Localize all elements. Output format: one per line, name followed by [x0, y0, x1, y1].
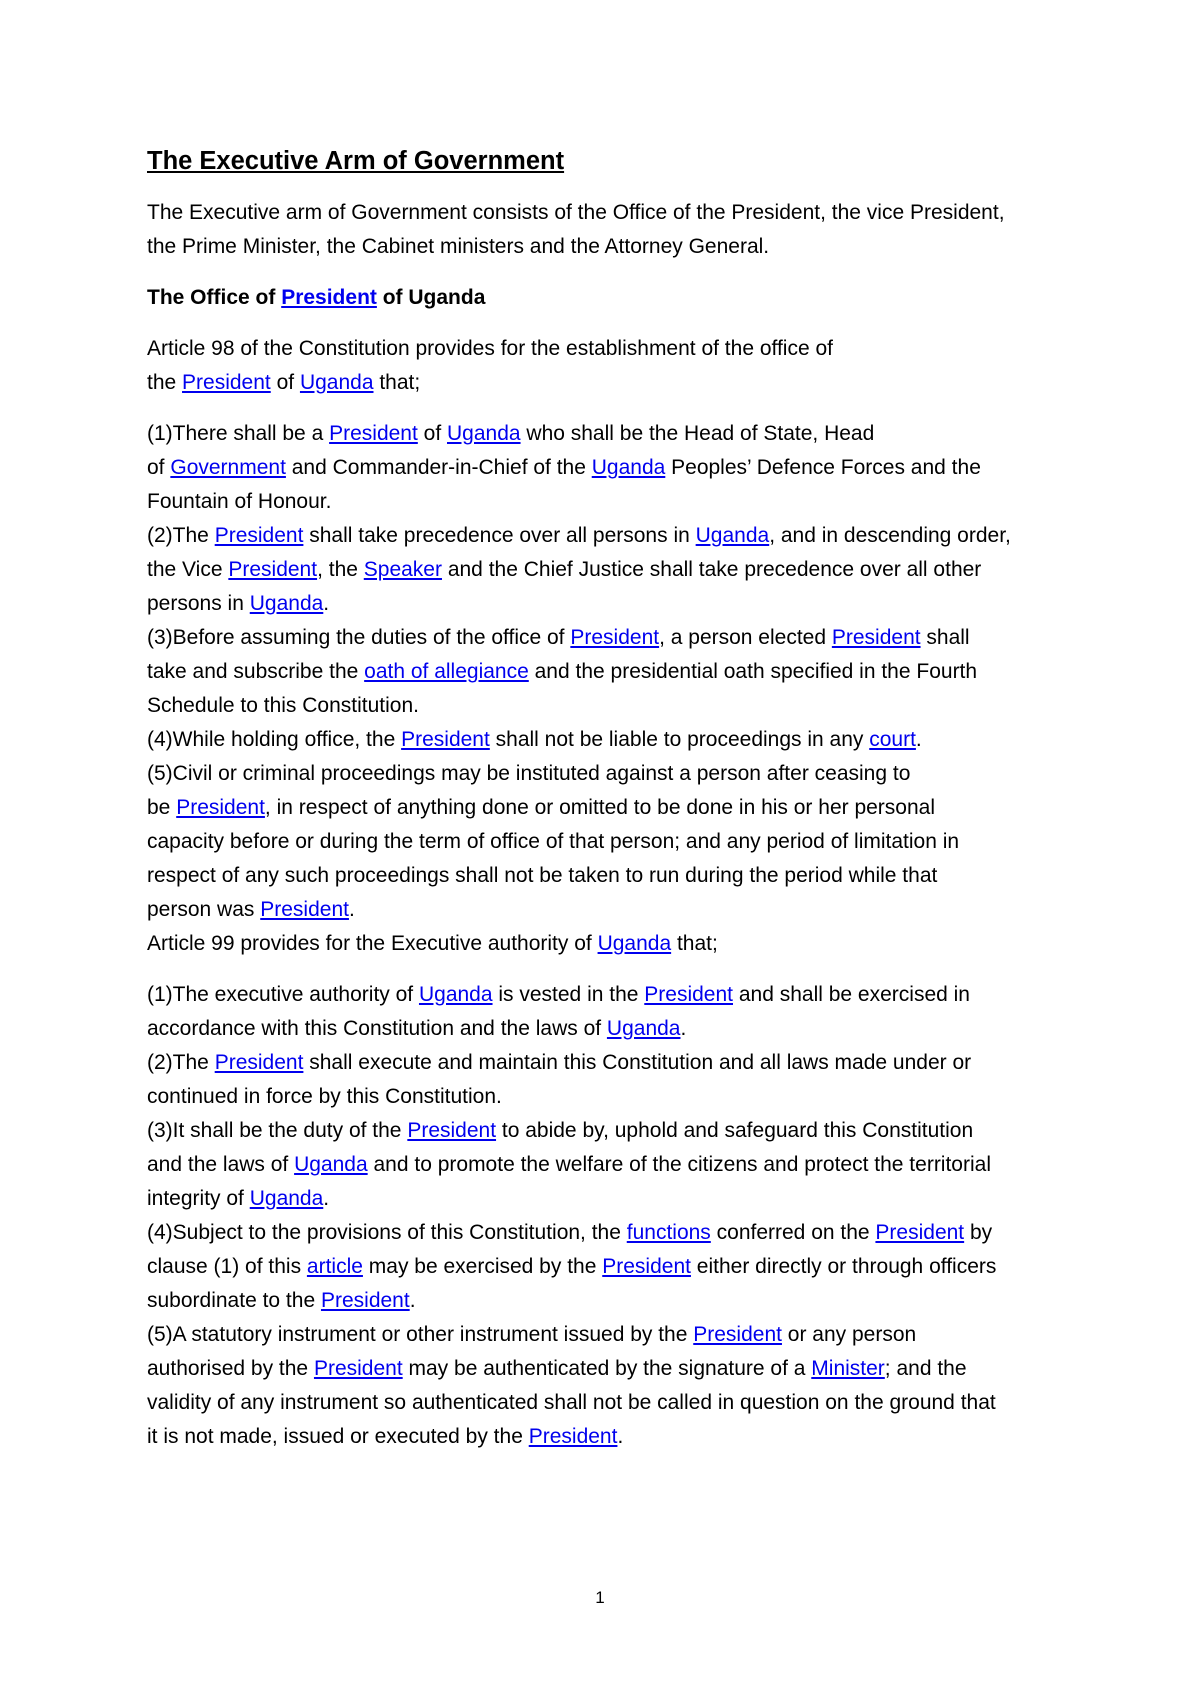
link-president[interactable]: President: [528, 1425, 618, 1448]
text-run: Article 99 provides for the Executive authority of: [147, 932, 598, 955]
text-run: to abide by, uphold and safeguard this Constitution: [496, 1119, 974, 1142]
text-run: the Prime Minister, the Cabinet ministers and the Attorney General.: [147, 235, 770, 258]
link-president[interactable]: President: [602, 1255, 691, 1278]
link-court[interactable]: court: [869, 728, 916, 751]
article-99-clauses: [147, 978, 1087, 1454]
text-run: shall execute and maintain this Constitution and all laws made under or: [303, 1051, 972, 1074]
text-run: subordinate to the: [147, 1289, 321, 1312]
text-run: validity of any instrument so authenticated shall not be called in question on the ground that: [147, 1391, 996, 1414]
text-line: [147, 1182, 1087, 1216]
text-line: [147, 621, 1087, 655]
text-run: .: [680, 1017, 687, 1040]
text-line: [147, 1352, 1087, 1386]
text-line: [147, 1046, 1087, 1080]
text-run: the Vice: [147, 558, 229, 581]
text-run: (4)Subject to the provisions of this Constitution, the: [147, 1221, 627, 1244]
text-line: [147, 1080, 1087, 1114]
link-functions[interactable]: functions: [626, 1221, 711, 1244]
text-run: continued in force by this Constitution.: [147, 1085, 502, 1108]
text-line: [147, 791, 1087, 825]
text-run: (3)Before assuming the duties of the office of: [147, 626, 571, 649]
text-line: [147, 1148, 1087, 1182]
text-line: [147, 978, 1087, 1012]
text-run: (2)The: [147, 1051, 215, 1074]
text-run: Fountain of Honour.: [147, 490, 332, 513]
text-line: [147, 332, 1087, 366]
text-run: .: [617, 1425, 624, 1448]
link-president[interactable]: President: [176, 796, 265, 819]
text-run: , and in descending order,: [769, 524, 1011, 547]
text-run: ; and the: [884, 1357, 967, 1380]
text-run: be: [147, 796, 177, 819]
text-run: conferred on the: [710, 1221, 876, 1244]
article-98-intro: [147, 332, 1087, 400]
link-uganda[interactable]: Uganda: [249, 1187, 324, 1210]
article-98-clauses: [147, 417, 1087, 961]
text-run: (1)There shall be a: [147, 422, 330, 445]
text-run: .: [348, 898, 355, 921]
text-run: and the Chief Justice shall take precedence over all other: [441, 558, 982, 581]
text-line: [147, 1216, 1087, 1250]
text-run: and to promote the welfare of the citizens and protect the territorial: [367, 1153, 991, 1176]
text-line: [147, 1420, 1087, 1454]
text-line: [147, 281, 1087, 315]
text-run: , in respect of anything done or omitted to be done in his or her personal: [264, 796, 936, 819]
text-run: Article 98 of the Constitution provides for the establishment of the office of: [147, 337, 833, 360]
link-president[interactable]: President: [228, 558, 318, 581]
text-run: accordance with this Constitution and the laws of: [147, 1017, 607, 1040]
text-run: (5)A statutory instrument or other instrument issued by the: [147, 1323, 694, 1346]
text-line: [147, 1386, 1087, 1420]
text-run: (3)It shall be the duty of the: [147, 1119, 408, 1142]
text-run: shall take precedence over all persons in: [303, 524, 696, 547]
text-run: that;: [373, 371, 421, 394]
text-run: .: [409, 1289, 416, 1312]
link-minister[interactable]: Minister: [811, 1357, 885, 1380]
text-run: of: [147, 456, 171, 479]
text-run: of: [417, 422, 447, 445]
text-line: [147, 230, 1087, 264]
text-run: and Commander-in-Chief of the: [285, 456, 592, 479]
text-line: [147, 1250, 1087, 1284]
link-uganda[interactable]: Uganda: [249, 592, 324, 615]
link-president[interactable]: President: [214, 524, 304, 547]
text-run: or any person: [781, 1323, 917, 1346]
text-run: who shall be the Head of State, Head: [520, 422, 875, 445]
text-line: [147, 451, 1087, 485]
link-president[interactable]: President: [281, 286, 377, 309]
text-line: [147, 1318, 1087, 1352]
text-line: [147, 689, 1087, 723]
text-run: may be authenticated by the signature of a: [402, 1357, 812, 1380]
link-speaker[interactable]: Speaker: [363, 558, 442, 581]
document-body: [147, 144, 1087, 1471]
text-run: and shall be exercised in: [733, 983, 970, 1006]
text-line: [147, 927, 1087, 961]
text-line: [147, 587, 1087, 621]
text-run: (2)The: [147, 524, 215, 547]
text-line: [147, 1284, 1087, 1318]
text-line: [147, 519, 1087, 553]
text-run: of: [270, 371, 300, 394]
text-line: [147, 1114, 1087, 1148]
text-run: Peoples’ Defence Forces and the: [665, 456, 981, 479]
text-run: shall: [920, 626, 970, 649]
link-president[interactable]: President: [570, 626, 660, 649]
link-uganda[interactable]: Uganda: [695, 524, 770, 547]
link-uganda[interactable]: Uganda: [447, 422, 521, 445]
text-run: (4)While holding office, the: [147, 728, 402, 751]
text-line: [147, 757, 1087, 791]
text-run: shall not be liable to proceedings in any: [489, 728, 870, 751]
section-heading: [147, 281, 1087, 315]
link-president[interactable]: President: [831, 626, 921, 649]
text-run: .: [915, 728, 922, 751]
text-run: and the presidential oath specified in the Fourth: [528, 660, 978, 683]
link-uganda[interactable]: Uganda: [294, 1153, 368, 1176]
text-run: capacity before or during the term of office of that person; and any period of limitation in: [147, 830, 960, 853]
link-uganda[interactable]: Uganda: [299, 371, 374, 394]
link-uganda[interactable]: Uganda: [597, 932, 672, 955]
text-line: [147, 723, 1087, 757]
text-run: person was: [147, 898, 261, 921]
link-president[interactable]: President: [644, 983, 733, 1006]
intro-paragraph: [147, 196, 1087, 264]
link-president[interactable]: President: [260, 898, 349, 921]
link-uganda[interactable]: Uganda: [606, 1017, 681, 1040]
text-line: [147, 417, 1087, 451]
text-line: [147, 859, 1087, 893]
text-run: respect of any such proceedings shall not be taken to run during the period while that: [147, 864, 938, 887]
text-run: is vested in the: [492, 983, 645, 1006]
text-run: (1)The executive authority of: [147, 983, 419, 1006]
text-line: [147, 1012, 1087, 1046]
text-run: persons in: [147, 592, 250, 615]
text-line: [147, 485, 1087, 519]
text-run: authorised by the: [147, 1357, 314, 1380]
text-run: clause (1) of this: [147, 1255, 307, 1278]
text-run: , a person elected: [659, 626, 832, 649]
link-president[interactable]: President: [401, 728, 490, 751]
text-line: [147, 196, 1087, 230]
text-run: .: [323, 1187, 330, 1210]
link-uganda[interactable]: Uganda: [418, 983, 493, 1006]
text-run: The Office of: [147, 286, 282, 309]
text-run: by: [964, 1221, 993, 1244]
link-president[interactable]: President: [313, 1357, 403, 1380]
text-line: [147, 655, 1087, 689]
text-run: and the laws of: [147, 1153, 295, 1176]
text-line: [147, 553, 1087, 587]
link-oath-of-allegiance[interactable]: oath of allegiance: [364, 660, 529, 683]
link-president[interactable]: President: [693, 1323, 782, 1346]
text-run: may be exercised by the: [362, 1255, 603, 1278]
link-government[interactable]: Government: [170, 456, 286, 479]
text-run: .: [323, 592, 330, 615]
link-president[interactable]: President: [320, 1289, 410, 1312]
text-run: that;: [671, 932, 718, 955]
text-run: take and subscribe the: [147, 660, 365, 683]
link-president[interactable]: President: [214, 1051, 304, 1074]
text-run: integrity of: [147, 1187, 250, 1210]
text-line: [147, 366, 1087, 400]
text-run: Schedule to this Constitution.: [147, 694, 419, 717]
text-run: the: [147, 371, 183, 394]
text-line: [147, 893, 1087, 927]
text-run: (5)Civil or criminal proceedings may be instituted against a person after ceasing to: [147, 762, 911, 785]
text-run: it is not made, issued or executed by the: [147, 1425, 529, 1448]
link-article[interactable]: article: [306, 1255, 363, 1278]
link-president[interactable]: President: [407, 1119, 497, 1142]
link-president[interactable]: President: [875, 1221, 965, 1244]
text-run: , the: [317, 558, 364, 581]
link-president[interactable]: President: [329, 422, 418, 445]
link-president[interactable]: President: [182, 371, 271, 394]
text-run: either directly or through officers: [690, 1255, 997, 1278]
document-title: The Executive Arm of Government: [147, 147, 565, 175]
text-run: of Uganda: [376, 286, 486, 309]
text-line: [147, 825, 1087, 859]
text-run: The Executive arm of Government consists of the Office of the President, the vice President,: [147, 201, 1005, 224]
link-uganda[interactable]: Uganda: [591, 456, 666, 479]
page-number: 1: [595, 1588, 605, 1607]
